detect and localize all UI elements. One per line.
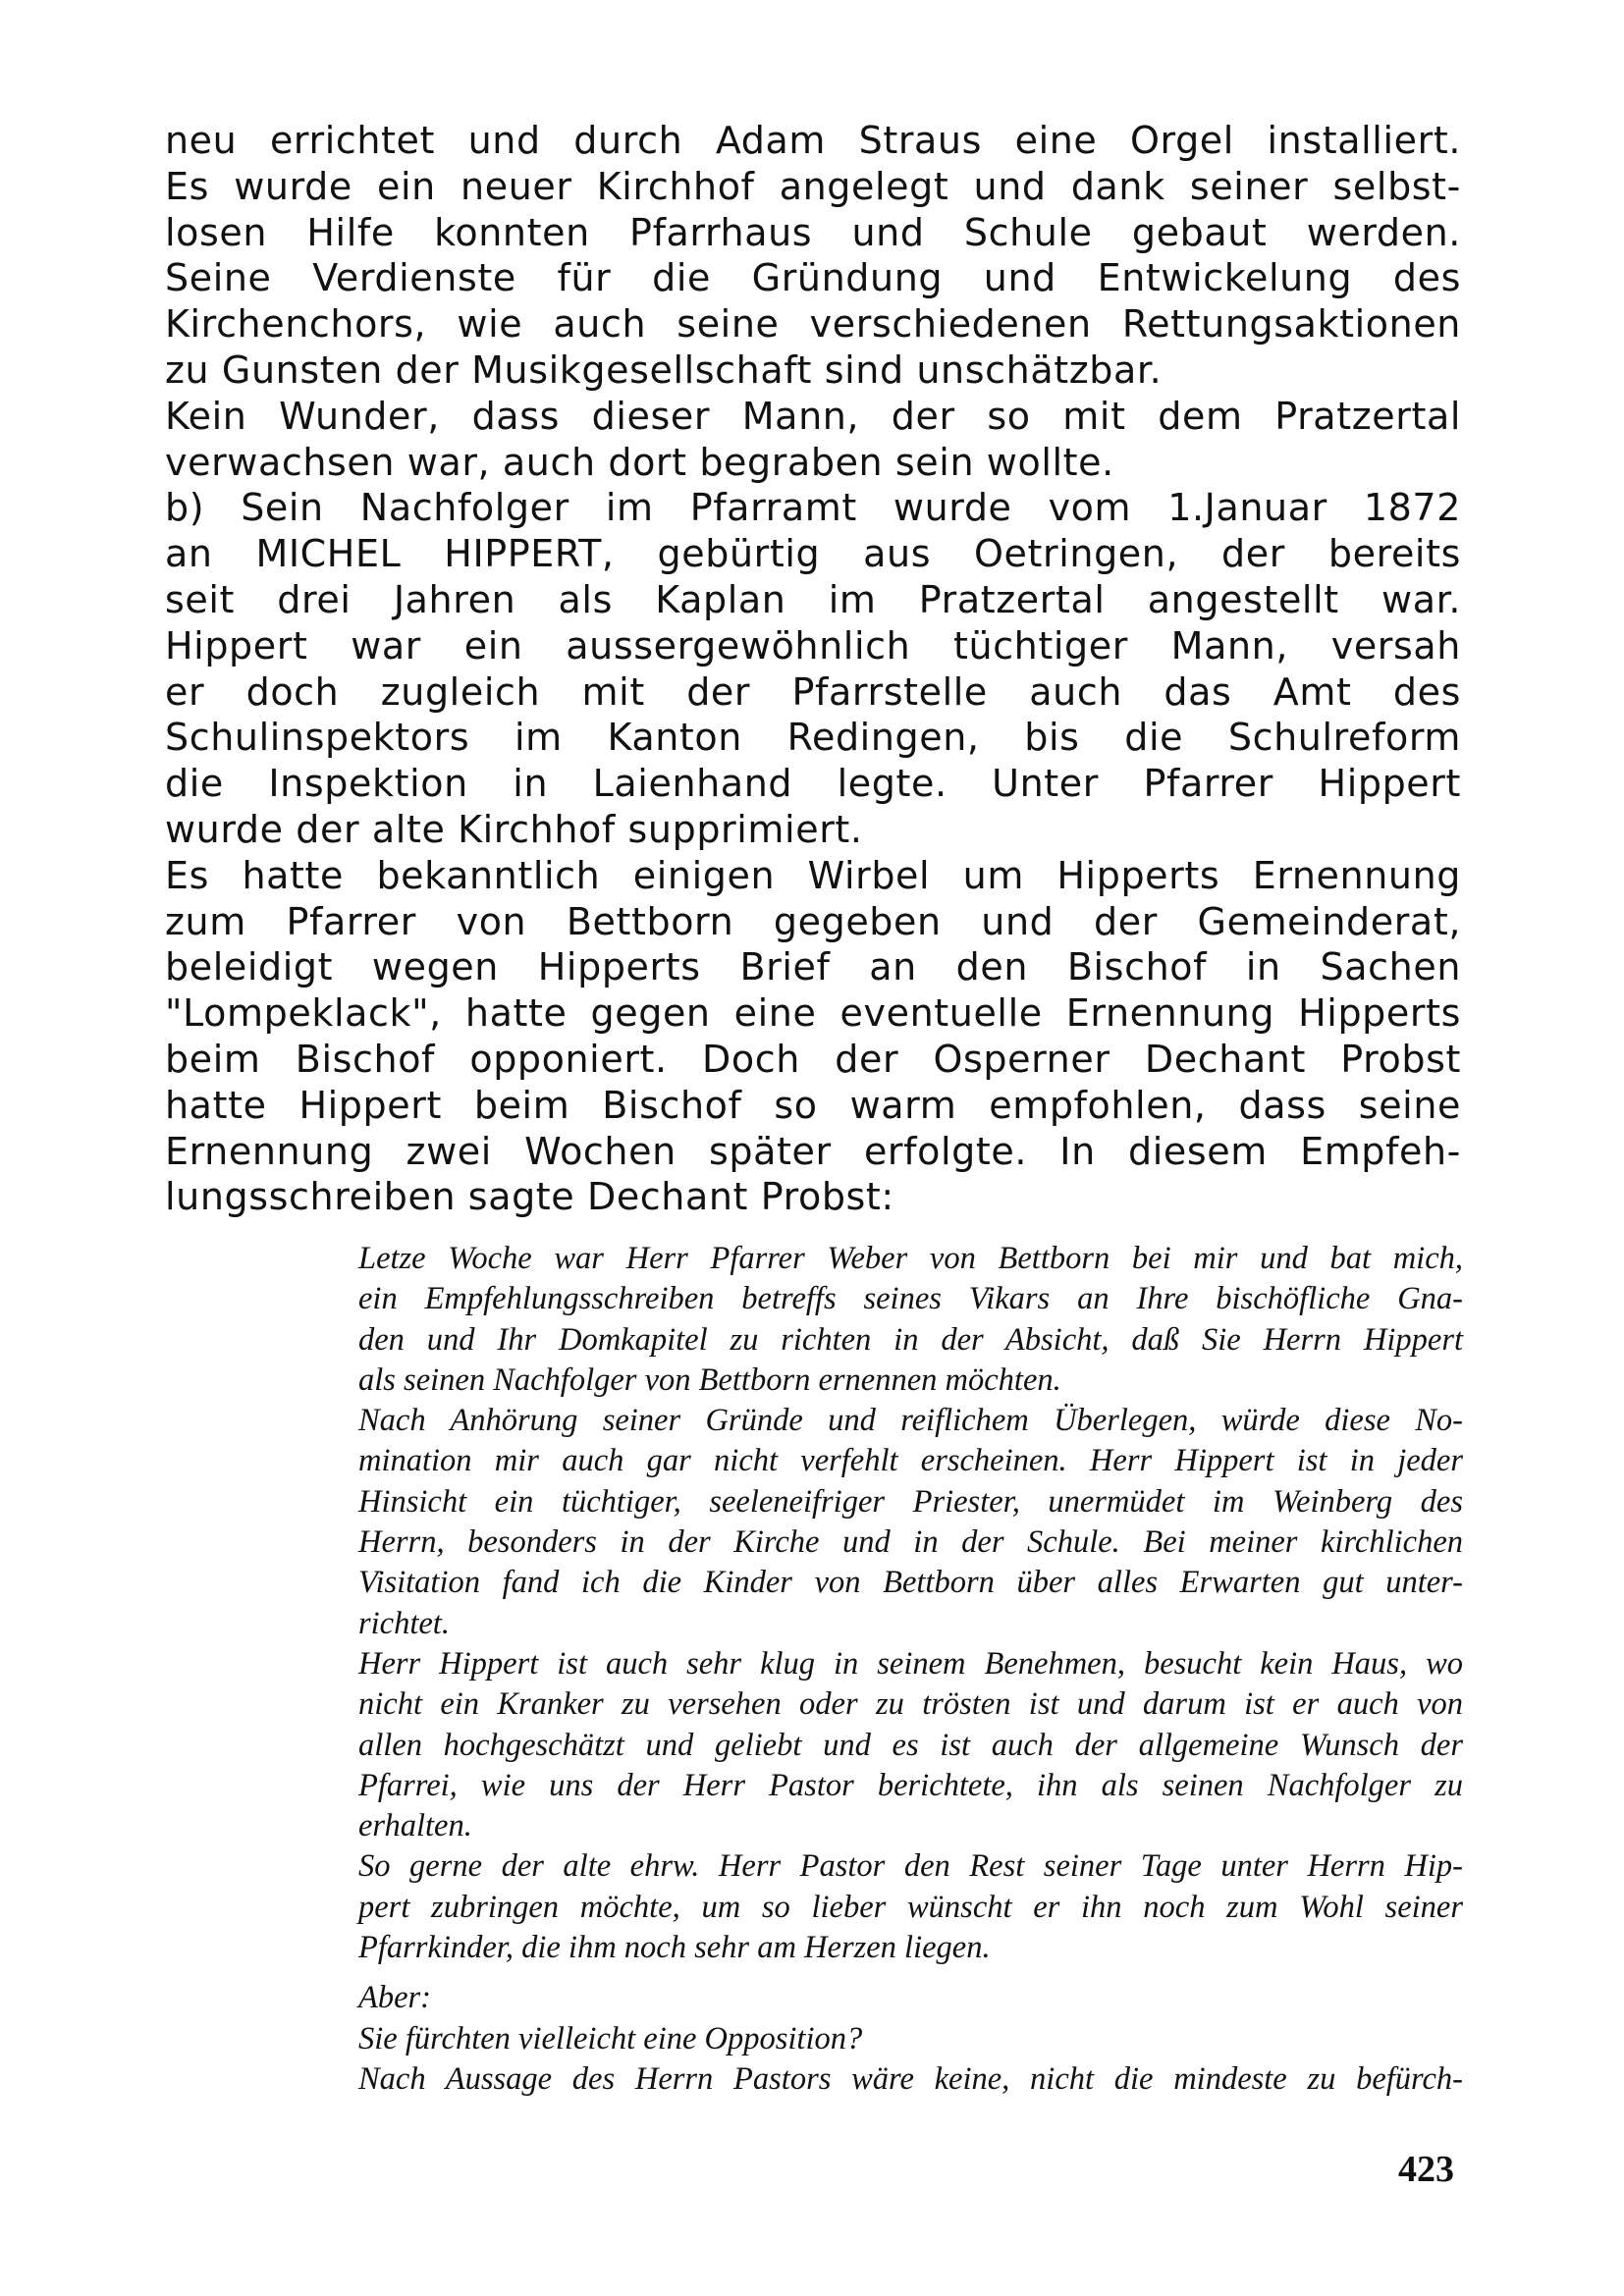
quote-line: Pfarrkinder, die ihm noch sehr am Herzen liegen. xyxy=(358,1930,991,1966)
quote-line: ein Empfehlungsschreiben betreffs seines Vikars an Ihre bischöfliche Gna- xyxy=(358,1281,1463,1317)
block-quote xyxy=(358,1239,1463,2100)
text-line: Kein Wunder, dass dieser Mann, der so mit dem Pratzertal xyxy=(165,394,1461,438)
text-line: Kirchenchors, wie auch seine verschiedenen Rettungsaktionen xyxy=(165,302,1461,347)
quote-line: Sie fürchten vielleicht eine Opposition? xyxy=(358,2020,863,2056)
text-line: er doch zugleich mit der Pfarrstelle auch das Amt des xyxy=(165,669,1461,714)
text-line: losen Hilfe konnten Pfarrhaus und Schule gebaut werden. xyxy=(165,210,1461,254)
quote-line: pert zubringen möchte, um so lieber wünscht er ihn noch zum Wohl seiner xyxy=(358,1889,1463,1925)
quote-line: Nach Aussage des Herrn Pastors wäre keine, nicht die mindeste zu befürch- xyxy=(358,2060,1463,2097)
text-line: b) Sein Nachfolger im Pfarramt wurde vom 1.Januar 1872 xyxy=(165,486,1461,530)
quote-line: richtet. xyxy=(358,1605,450,1641)
quote-line: als seinen Nachfolger von Bettborn ernennen möchten. xyxy=(358,1362,1061,1398)
quote-line: mination mir auch gar nicht verfehlt erscheinen. Herr Hippert ist in jeder xyxy=(358,1443,1463,1479)
text-line: beim Bischof opponiert. Doch der Osperner Dechant Probst xyxy=(165,1037,1461,1081)
page-number: 423 xyxy=(1398,2149,1454,2190)
text-line: verwachsen war, auch dort begraben sein wollte. xyxy=(165,440,1114,484)
quote-line: Aber: xyxy=(358,1980,431,2016)
text-line: Seine Verdienste für die Gründung und Entwickelung des xyxy=(165,256,1461,300)
text-line: die Inspektion in Laienhand legte. Unter Pfarrer Hippert xyxy=(165,762,1461,806)
text-line: Schulinspektors im Kanton Redingen, bis die Schulreform xyxy=(165,716,1461,760)
quote-line: allen hochgeschätzt und geliebt und es ist auch der allgemeine Wunsch der xyxy=(358,1727,1463,1763)
text-line: lungsschreiben sagte Dechant Probst: xyxy=(165,1175,894,1219)
quote-line: nicht ein Kranker zu versehen oder zu trösten ist und darum ist er auch von xyxy=(358,1686,1463,1723)
body-text xyxy=(165,118,1461,1220)
quote-line: So gerne der alte ehrw. Herr Pastor den Rest seiner Tage unter Herrn Hip- xyxy=(358,1848,1463,1885)
quote-line: Visitation fand ich die Kinder von Bettborn über alles Erwarten gut unter- xyxy=(358,1565,1463,1601)
text-line: zum Pfarrer von Bettborn gegeben und der Gemeinderat, xyxy=(165,899,1461,943)
text-line: seit drei Jahren als Kaplan im Pratzertal angestellt war. xyxy=(165,577,1461,621)
text-line: zu Gunsten der Musikgesellschaft sind unschätzbar. xyxy=(165,347,1163,392)
text-line: Ernennung zwei Wochen später erfolgte. In diesem Empfeh- xyxy=(165,1129,1461,1173)
text-line: wurde der alte Kirchhof supprimiert. xyxy=(165,807,863,851)
text-line: neu errichtet und durch Adam Straus eine Orgel installiert. xyxy=(165,119,1461,162)
quote-line: Nach Anhörung seiner Gründe und reiflichem Überlegen, würde diese No- xyxy=(358,1403,1463,1439)
text-line: an MICHEL HIPPERT, gebürtig aus Oetringen, der bereits xyxy=(165,532,1461,576)
quote-line: Herr Hippert ist auch sehr klug in seinem Benehmen, besucht kein Haus, wo xyxy=(358,1645,1463,1682)
text-line: Es wurde ein neuer Kirchhof angelegt und dank seiner selbst- xyxy=(165,164,1461,208)
quote-line: Letze Woche war Herr Pfarrer Weber von Bettborn bei mir und bat mich, xyxy=(358,1241,1463,1276)
quote-line: Pfarrei, wie uns der Herr Pastor berichtete, ihn als seinen Nachfolger zu xyxy=(358,1767,1463,1803)
text-line: beleidigt wegen Hipperts Brief an den Bischof in Sachen xyxy=(165,945,1461,989)
quote-line: erhalten. xyxy=(358,1808,472,1844)
quote-line: Herrn, besonders in der Kirche und in der Schule. Bei meiner kirchlichen xyxy=(358,1524,1463,1561)
text-line: Es hatte bekanntlich einigen Wirbel um Hipperts Ernennung xyxy=(165,853,1461,897)
quote-line: den und Ihr Domkapitel zu richten in der Absicht, daß Sie Herrn Hippert xyxy=(358,1321,1463,1358)
text-line: hatte Hippert beim Bischof so warm empfohlen, dass seine xyxy=(165,1083,1461,1127)
quote-line: Hinsicht ein tüchtiger, seeleneifriger Priester, unermüdet im Weinberg des xyxy=(358,1483,1463,1520)
text-line: Hippert war ein aussergewöhnlich tüchtiger Mann, versah xyxy=(165,623,1461,667)
text-line: "Lompeklack", hatte gegen eine eventuelle Ernennung Hipperts xyxy=(165,991,1461,1036)
